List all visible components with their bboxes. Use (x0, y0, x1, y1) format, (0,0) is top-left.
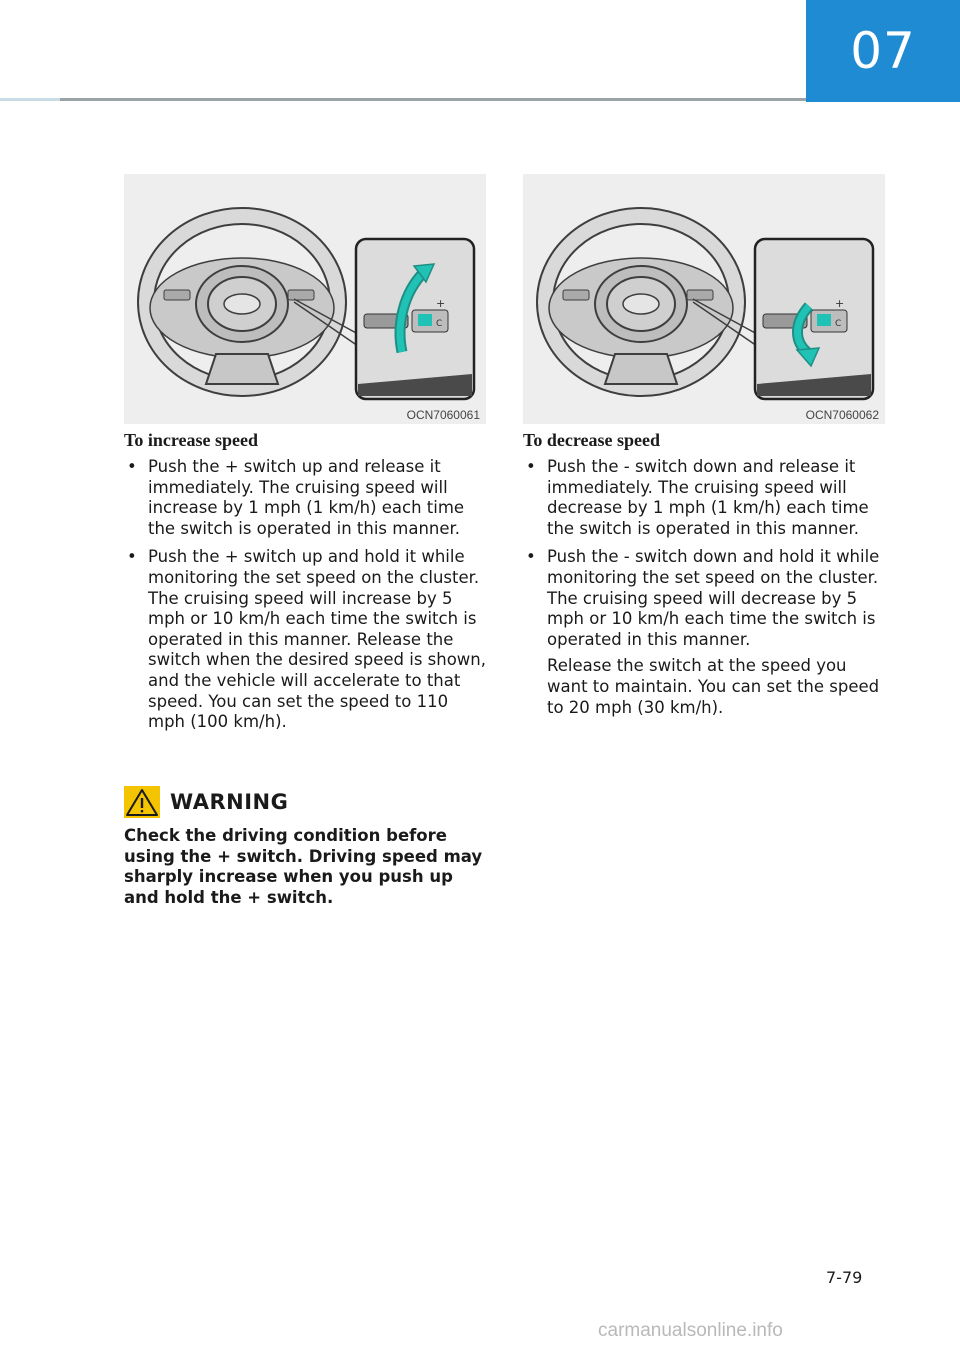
figure-code: OCN7060061 (406, 408, 480, 422)
figure-increase-speed (124, 174, 486, 424)
steering-wheel-down-illustration (523, 174, 885, 424)
svg-text:+: + (436, 297, 446, 310)
increase-speed-list (124, 457, 486, 733)
decrease-speed-continuation: Release the switch at the speed you want to maintain. You can set the speed to 20 mph (30 km/h). (547, 656, 880, 717)
list-item: • Push the - switch down and hold it while monitoring the set speed on the cluster. The cruising speed will decrease by 5 mph or 10 km/h each time the switch is operated in this manner. (523, 547, 885, 650)
decrease-speed-heading: To decrease speed (523, 430, 660, 450)
figure-code: OCN7060062 (805, 408, 879, 422)
figure-decrease-speed (523, 174, 885, 424)
list-item: • Push the + switch up and release it immediately. The cruising speed will increase by 1 mph (1 km/h) each time the switch is operated in this manner. (124, 457, 486, 539)
chapter-number: 07 (850, 22, 916, 80)
warning-title: WARNING (170, 790, 289, 814)
svg-text:C: C (835, 319, 842, 329)
steering-wheel-up-illustration (124, 174, 486, 424)
warning-text: Check the driving condition before using the + switch. Driving speed may sharply increase when you push up and hold the + switch. (124, 826, 483, 907)
warning-triangle-icon (124, 786, 160, 818)
warning-header (124, 786, 486, 818)
svg-text:+: + (835, 297, 845, 310)
decrease-speed-section (523, 430, 885, 718)
warning-box (124, 786, 486, 908)
page-number: 7-79 (826, 1268, 863, 1287)
increase-speed-heading: To increase speed (124, 430, 259, 450)
svg-text:C: C (436, 319, 443, 329)
watermark: carmanualsonline.info (598, 1320, 783, 1341)
increase-speed-section (124, 430, 486, 741)
decrease-speed-list (523, 457, 885, 650)
list-item: • Push the + switch up and hold it while monitoring the set speed on the cluster. The cruising speed will increase by 5 mph or 10 km/h each time the switch is operated in this manner. Release the switch when the desired speed is shown, and the vehicle will accelerate to that speed. You can set the speed to 110 mph (100 km/h). (124, 547, 486, 732)
list-item: • Push the - switch down and release it immediately. The cruising speed will decrease by 1 mph (1 km/h) each time the switch is operated in this manner. (523, 457, 885, 539)
header-rule-accent (0, 98, 60, 101)
header-rule (0, 98, 806, 101)
chapter-tab (806, 0, 960, 102)
